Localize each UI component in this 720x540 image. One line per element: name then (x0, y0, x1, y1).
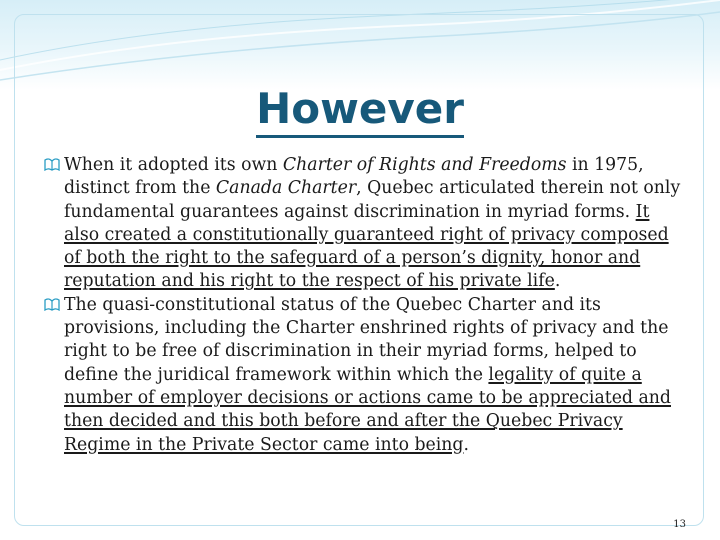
bullet-item-1 (44, 154, 684, 294)
bullet-1-charter-name: Charter of Rights and Freedoms (282, 155, 567, 175)
page-number: 13 (673, 519, 686, 530)
bullet-item-2 (44, 294, 684, 457)
bullet-2-underlined-text: legality of quite a number of employer decisions or actions came to be appreciated and then decided and this both before and after the Quebec Privacy Regime in the Private Sector came into being (64, 364, 671, 455)
slide-content (44, 154, 684, 457)
bullet-1-text-b: in 1975, distinct from the (64, 155, 644, 199)
bullet-1-text-a: When it adopted its own (64, 155, 283, 175)
slide-title (0, 84, 720, 133)
bullet-1-text-c: , Quebec articulated therein not only fundamental guarantees against discrimination in myriad forms. (64, 178, 681, 222)
slide-title-text: However (256, 84, 464, 138)
book-icon (44, 155, 60, 171)
bullet-2-text-a: The quasi-constitutional status of the Quebec Charter and its provisions, including the Charter enshrined rights of privacy and the right to be free of discrimination in their myriad forms, helped to define the juridical framework within which the (64, 294, 669, 385)
bullet-1-period: . (554, 271, 561, 292)
book-icon (44, 295, 60, 311)
bullet-1-underlined-text: It also created a constitutionally guaranteed right of privacy composed of both the right to the safeguard of a person’s dignity, honor and reputation and his right to the respect of his private life (64, 201, 669, 292)
bullet-1-canada-charter: Canada Charter (215, 178, 357, 199)
bullet-2-period: . (463, 434, 469, 455)
